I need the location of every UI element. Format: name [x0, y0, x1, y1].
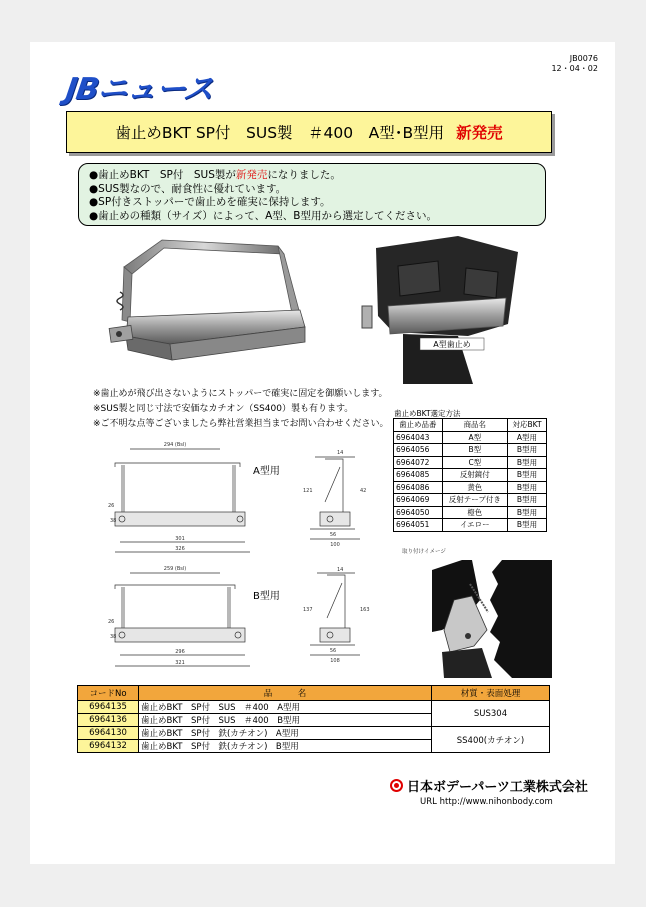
- svg-text:26: 26: [108, 503, 115, 509]
- table-row: 6964132 歯止めBKT SP付 鉄(カチオン) B型用: [78, 740, 550, 753]
- table-header-row: [394, 419, 547, 432]
- feature-item: ●SP付きストッパーで歯止めを確実に保持します。: [89, 196, 331, 208]
- svg-text:326: 326: [175, 546, 185, 552]
- svg-text:38: 38: [110, 518, 117, 524]
- table-row: 6964072 C型 B型用: [394, 456, 547, 469]
- feature-item: ●SUS製なので、耐食性に優れています。: [89, 182, 287, 195]
- svg-text:26: 26: [108, 619, 115, 625]
- svg-text:294 (Bsl): 294 (Bsl): [163, 442, 187, 448]
- column-header: 材質・表面処理: [432, 686, 550, 701]
- new-release-badge: 新発売: [456, 124, 503, 142]
- material-cell: SUS304: [432, 701, 550, 727]
- table-row: 6964043 A型 A型用: [394, 431, 547, 444]
- title-text: 歯止めBKT SP付 SUS製 ＃400 A型･B型用: [115, 124, 445, 142]
- a-type-label: A型用: [253, 466, 280, 477]
- svg-text:321: 321: [175, 660, 185, 666]
- mounted-chock-photo: [358, 236, 523, 384]
- table-row: 6964086 黄色 B型用: [394, 481, 547, 494]
- b-type-drawing: [80, 563, 380, 683]
- svg-text:137: 137: [303, 607, 313, 613]
- svg-text:301: 301: [175, 536, 185, 542]
- table-row: 6964135 歯止めBKT SP付 SUS ＃400 A型用 SUS304: [78, 701, 550, 714]
- mount-image-caption: 取り付けイメージ: [402, 549, 446, 555]
- title-banner: [66, 111, 552, 153]
- table-row: 6964050 橙色 B型用: [394, 506, 547, 519]
- table-row: 6964130 歯止めBKT SP付 鉄(カチオン) A型用 SS400(カチオン): [78, 727, 550, 740]
- svg-text:259 (Bsl): 259 (Bsl): [163, 566, 187, 572]
- table-row: 6964056 B型 B型用: [394, 444, 547, 457]
- feature-item: ●歯止めBKT SP付 SUS製が新発売になりました。: [89, 169, 341, 181]
- selection-table-title: 歯止めBKT選定方法: [394, 409, 461, 418]
- b-type-label: B型用: [253, 591, 280, 602]
- svg-text:38: 38: [110, 634, 117, 640]
- company-logo-icon: [390, 779, 403, 792]
- feature-list: [78, 163, 546, 226]
- svg-text:100: 100: [330, 542, 340, 548]
- table-row: 6964136 歯止めBKT SP付 SUS ＃400 B型用: [78, 714, 550, 727]
- note-3: ※ご不明な点等ございましたら弊社営業担当までお問い合わせください。: [93, 419, 389, 429]
- svg-text:14: 14: [337, 567, 344, 573]
- table-row: 6964069 反射テープ付き B型用: [394, 494, 547, 507]
- photo-label: A型歯止め: [433, 340, 471, 349]
- note-2: ※SUS製と同じ寸法で安価なカチオン（SS400）製も有ります。: [93, 404, 354, 414]
- table-row: 6964051 イエロー B型用: [394, 519, 547, 532]
- table-header-row: [78, 686, 550, 701]
- selection-table: [393, 418, 547, 532]
- column-header: 品 名: [139, 686, 432, 701]
- svg-text:296: 296: [175, 649, 185, 655]
- material-cell: SS400(カチオン): [432, 727, 550, 753]
- svg-text:163: 163: [360, 607, 370, 613]
- bracket-photo: [100, 232, 325, 380]
- jb-news-logo: JBニュース: [63, 72, 216, 107]
- mounting-image: [432, 560, 552, 678]
- svg-text:14: 14: [337, 450, 344, 456]
- svg-text:108: 108: [330, 658, 340, 664]
- column-header: 商品名: [442, 419, 507, 432]
- table-row: 6964085 反射鏡付 B型用: [394, 469, 547, 482]
- company-name: 日本ボデーパーツ工業株式会社: [390, 776, 588, 795]
- a-type-drawing: [80, 437, 380, 567]
- feature-item: ●歯止めの種類（サイズ）によって、A型、B型用から選定してください。: [89, 209, 437, 222]
- column-header: コードNo: [78, 686, 139, 701]
- svg-text:121: 121: [303, 488, 313, 494]
- company-url[interactable]: URL http://www.nihonbody.com: [420, 797, 553, 807]
- column-header: 対応BKT: [508, 419, 547, 432]
- column-header: 歯止め品番: [394, 419, 443, 432]
- svg-text:56: 56: [329, 648, 337, 654]
- svg-text:56: 56: [329, 532, 337, 538]
- product-spec-table: [77, 685, 550, 753]
- note-1: ※歯止めが飛び出さないようにストッパーで確実に固定を御願いします。: [93, 389, 388, 399]
- document-number: JB0076 12・04・02: [551, 54, 598, 73]
- svg-text:42: 42: [360, 488, 367, 494]
